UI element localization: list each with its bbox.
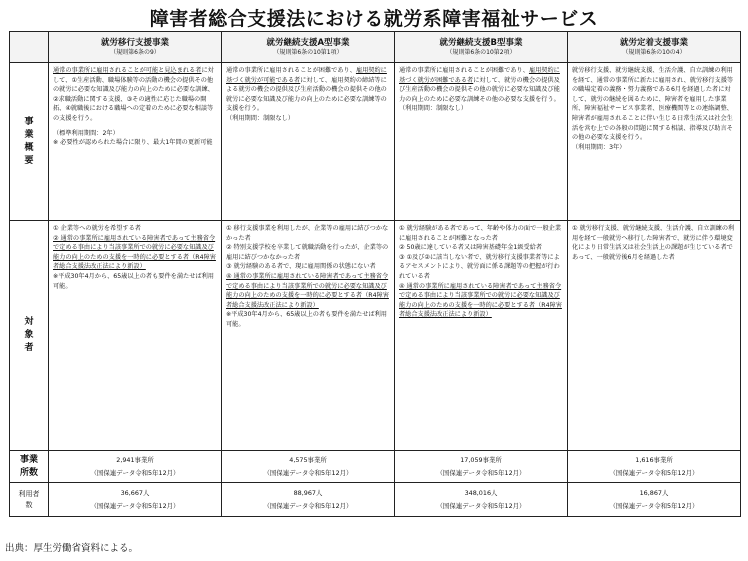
column-header-type-b — [395, 32, 568, 63]
row-label-count: 事業 所数 — [10, 451, 49, 483]
users-row — [10, 483, 741, 517]
count-type-a: 4,575事業所 （国保連データ令和5年12月） — [222, 451, 395, 483]
row-label-overview: 事 業 概 要 — [10, 63, 49, 221]
row-label-users: 利用者 数 — [10, 483, 49, 517]
users-type-b: 348,016人 （国保連データ令和5年12月） — [395, 483, 568, 517]
column-name: 就労移行支援事業 — [100, 37, 169, 48]
list-item: ② 特別支援学校を卒業して就職活動を行ったが、企業等の雇用に結びつかなかった者 — [226, 244, 389, 261]
users-type-a: 88,967人 （国保連データ令和5年12月） — [222, 483, 395, 517]
column-header-type-a — [222, 32, 395, 63]
users-retention: 16,867人 （国保連データ令和5年12月） — [568, 483, 741, 517]
overview-type-a: 通常の事業所に雇用されることが困難であり、雇用契約に基づく就労が可能である者に対して、雇用契約の締結等による就労の機会の提供及び生産活動の機会の提供その他の就労に必要な知識及び能力の向上のために必要な訓練等の支援を行う。 （利用期間：制限なし） — [222, 63, 395, 221]
list-item: ④ 通常の事業所に雇用されている障害者であって主務省令で定める事由により当該事業所での就労に必要な知識及び能力の向上のための支援を一時的に必要とする者（R4障害者総合支援法改正法により新設） — [226, 272, 389, 309]
column-law: （規則第6条の10第2項） — [446, 48, 516, 56]
users-transition: 36,667人 （国保連データ令和5年12月） — [49, 483, 222, 517]
column-law: （規則第6条の10第1項） — [273, 48, 343, 56]
overview-transition: 通常の事業所に雇用されることが可能と見込まれる者に対して、①生産活動、職場体験等の活動の機会の提供その他の就労に必要な知識及び能力の向上のために必要な訓練、②求職活動に関する支援、③その適性に応じた職場の開拓、④就職後における職場への定着のために必要な相談等の支援を行う。 （標準利用期間：2年） ※ 必要性が認められた場合に限り、最大1年間の更新可能 — [49, 63, 222, 221]
count-retention: 1,616事業所 （国保連データ令和5年12月） — [568, 451, 741, 483]
header-row — [10, 32, 741, 63]
corner-cell — [10, 32, 49, 63]
row-label-target: 対 象 者 — [10, 221, 49, 451]
column-header-retention — [568, 32, 741, 63]
list-item: ① 企業等への就労を希望する者 — [53, 225, 141, 232]
count-transition: 2,941事業所 （国保連データ令和5年12月） — [49, 451, 222, 483]
page-title: 障害者総合支援法における就労系障害福祉サービス — [149, 8, 599, 30]
list-item: ① 就労経験がある者であって、年齢や体力の面で一般企業に雇用されることが困難となった者 — [399, 225, 562, 242]
list-item: ① 移行支援事業を利用したが、企業等の雇用に結びつかなかった者 — [226, 225, 389, 242]
overview-row — [10, 63, 741, 221]
list-item: ③ ①及び②に該当しない者で、就労移行支援事業者等によるアセスメントにより、就労面に係る課題等の把握が行われている者 — [399, 253, 560, 280]
list-item: ② 通常の事業所に雇用されている障害者であって主務省令で定める事由により当該事業所での就労に必要な知識及び能力の向上のための支援を一時的に必要とする者（R4障害者総合支援法改正法により新設） — [53, 234, 216, 271]
target-type-b — [395, 221, 568, 451]
column-name: 就労定着支援事業 — [619, 37, 688, 48]
count-row — [10, 451, 741, 483]
services-table — [9, 31, 741, 517]
count-type-b: 17,059事業所 （国保連データ令和5年12月） — [395, 451, 568, 483]
column-law: （規則第6条の9） — [110, 48, 160, 56]
source-note: 出典：厚生労働省資料による。 — [5, 543, 139, 554]
list-item: ③ 就労経験のある者で、現に雇用関係の状態にない者 — [226, 263, 376, 271]
column-name: 就労継続支援A型事業 — [266, 37, 350, 48]
list-item: ② 50歳に達している者又は障害基礎年金1級受給者 — [399, 244, 543, 252]
target-retention — [568, 221, 741, 451]
target-transition — [49, 221, 222, 451]
target-note: ※平成30年4月から、65歳以上の者も要件を満たせば利用可能。 — [226, 311, 387, 328]
target-note: ※平成30年4月から、65歳以上の者も要件を満たせば利用可能。 — [53, 272, 214, 290]
list-item: ① 就労移行支援、就労継続支援、生活介護、自立訓練の利用を経て一般就労へ移行した障害者で、就労に伴う環境変化により日常生活又は社会生活上の課題が生じている者であって、一般就労後6月を経過した者 — [572, 225, 735, 261]
target-row — [10, 221, 741, 451]
column-name: 就労継続支援B型事業 — [439, 37, 523, 48]
list-item: ④ 通常の事業所に雇用されている障害者であって主務省令で定める事由により当該事業所での就労に必要な知識及び能力の向上のための支援を一時的に必要とする者（R4障害者総合支援法改正法により新設） — [399, 282, 562, 319]
overview-type-b: 通常の事業所に雇用されることが困難であり、雇用契約に基づく就労が困難である者に対して、就労の機会の提供及び生産活動の機会の提供その他の就労に必要な知識及び能力の向上のために必要な訓練その他の必要な支援を行う。 （利用期間：制限なし） — [395, 63, 568, 221]
target-type-a — [222, 221, 395, 451]
column-law: （規則第6条の10の4） — [622, 48, 686, 56]
column-header-transition — [49, 32, 222, 63]
overview-retention: 就労移行支援、就労継続支援、生活介護、自立訓練の利用を経て、通常の事業所に新たに雇用され、就労移行支援等の職場定着の義務・努力義務である6月を経過した者に対して、就労の継続を図るために、障害者を雇用した事業所、障害福祉サービス事業者、医療機関等との連絡調整、障害者が雇用されることに伴い生じる日常生活又は社会生活を営む上での各般の問題に関する相談、指導及び助言その他の必要な支援を行う。 （利用期間：3年） — [568, 63, 741, 221]
